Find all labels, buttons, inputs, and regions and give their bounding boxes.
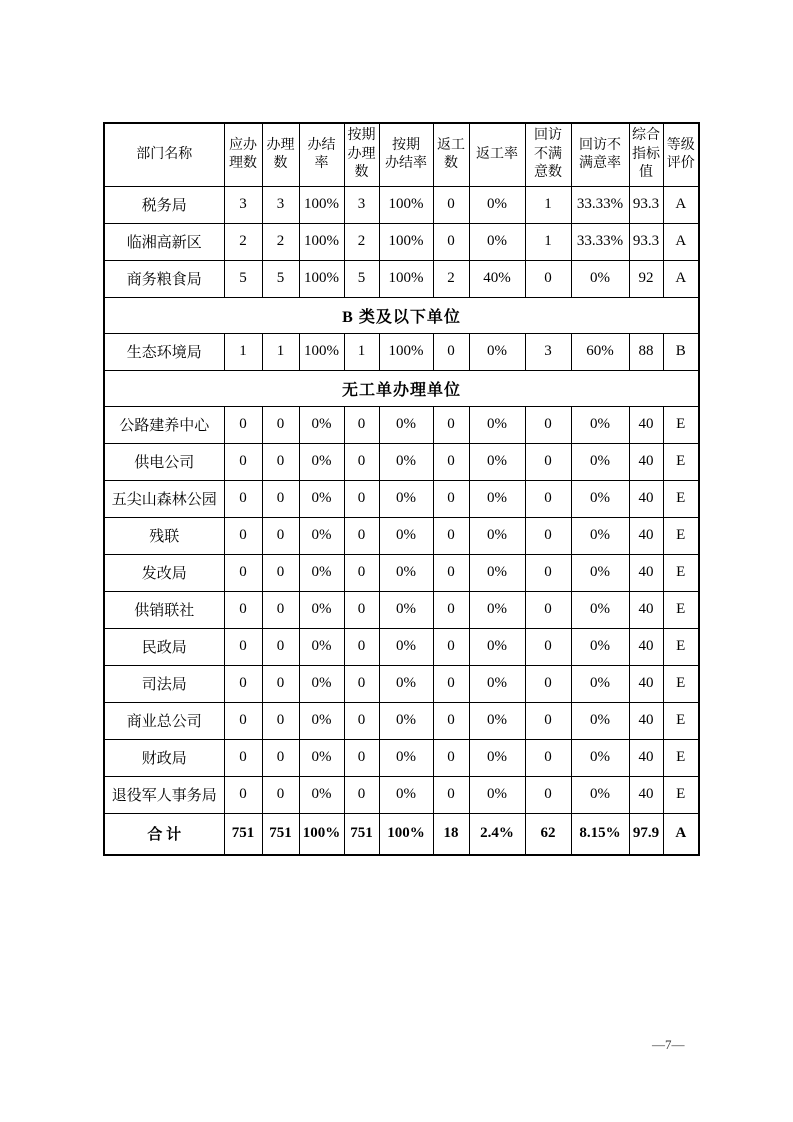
value-cell: E	[663, 628, 699, 665]
value-cell: A	[663, 260, 699, 297]
value-cell: 0%	[571, 406, 629, 443]
section-header: B 类及以下单位	[104, 297, 699, 333]
value-cell: 0	[344, 443, 379, 480]
value-cell: 0%	[571, 260, 629, 297]
value-cell: 1	[224, 333, 262, 370]
value-cell: 40	[629, 406, 663, 443]
value-cell: 0%	[469, 591, 525, 628]
value-cell: 0	[224, 665, 262, 702]
value-cell: 100%	[379, 813, 433, 855]
value-cell: 8.15%	[571, 813, 629, 855]
value-cell: 0%	[571, 591, 629, 628]
value-cell: 0	[433, 665, 469, 702]
value-cell: 100%	[379, 333, 433, 370]
table-row	[104, 554, 699, 591]
value-cell: 0	[224, 443, 262, 480]
section-row	[104, 297, 699, 333]
value-cell: 40	[629, 480, 663, 517]
value-cell: 0	[224, 739, 262, 776]
value-cell: 0%	[299, 517, 344, 554]
department-name-cell: 供电公司	[104, 443, 224, 480]
value-cell: 5	[344, 260, 379, 297]
column-header-10: 回访不 满意率	[571, 123, 629, 186]
value-cell: 100%	[299, 333, 344, 370]
value-cell: 100%	[299, 223, 344, 260]
value-cell: 0	[344, 702, 379, 739]
value-cell: 40	[629, 702, 663, 739]
table-row	[104, 223, 699, 260]
table-row	[104, 443, 699, 480]
value-cell: 0	[525, 480, 571, 517]
value-cell: 0%	[379, 480, 433, 517]
value-cell: 0	[433, 223, 469, 260]
table-row	[104, 628, 699, 665]
value-cell: 2	[433, 260, 469, 297]
value-cell: 40	[629, 776, 663, 813]
value-cell: 40	[629, 665, 663, 702]
page-number: —7—	[652, 1037, 685, 1052]
value-cell: 0%	[379, 443, 433, 480]
table-row	[104, 186, 699, 223]
table-row	[104, 739, 699, 776]
value-cell: 0%	[469, 186, 525, 223]
value-cell: 1	[262, 333, 299, 370]
value-cell: 0	[433, 480, 469, 517]
value-cell: 0	[433, 591, 469, 628]
value-cell: 100%	[379, 223, 433, 260]
value-cell: 3	[262, 186, 299, 223]
department-name-cell: 民政局	[104, 628, 224, 665]
value-cell: 0	[525, 702, 571, 739]
value-cell: 0%	[469, 554, 525, 591]
value-cell: 92	[629, 260, 663, 297]
value-cell: 0	[224, 591, 262, 628]
value-cell: 0	[262, 443, 299, 480]
value-cell: 0	[224, 554, 262, 591]
value-cell: 33.33%	[571, 223, 629, 260]
value-cell: 33.33%	[571, 186, 629, 223]
table-row	[104, 480, 699, 517]
value-cell: 0	[344, 554, 379, 591]
table-row	[104, 665, 699, 702]
column-header-3: 办理 数	[262, 123, 299, 186]
value-cell: 2	[344, 223, 379, 260]
value-cell: 0%	[379, 591, 433, 628]
value-cell: 0%	[299, 628, 344, 665]
value-cell: 0	[262, 480, 299, 517]
value-cell: 0	[525, 554, 571, 591]
department-name-cell: 商业总公司	[104, 702, 224, 739]
value-cell: 18	[433, 813, 469, 855]
column-header-12: 等级 评价	[663, 123, 699, 186]
value-cell: E	[663, 702, 699, 739]
department-name-cell: 供销联社	[104, 591, 224, 628]
total-row	[104, 813, 699, 855]
value-cell: 0%	[299, 702, 344, 739]
value-cell: 0%	[469, 776, 525, 813]
value-cell: 0	[344, 628, 379, 665]
value-cell: 0	[344, 406, 379, 443]
value-cell: 0	[344, 739, 379, 776]
value-cell: 93.3	[629, 223, 663, 260]
value-cell: 2	[262, 223, 299, 260]
value-cell: 0%	[379, 739, 433, 776]
table-row	[104, 517, 699, 554]
value-cell: 40	[629, 739, 663, 776]
value-cell: E	[663, 406, 699, 443]
value-cell: 0	[344, 480, 379, 517]
value-cell: E	[663, 739, 699, 776]
value-cell: 100%	[299, 186, 344, 223]
value-cell: 0	[224, 628, 262, 665]
value-cell: A	[663, 223, 699, 260]
value-cell: 0	[224, 702, 262, 739]
value-cell: 0%	[299, 406, 344, 443]
value-cell: 0	[433, 517, 469, 554]
column-header-7: 返工 数	[433, 123, 469, 186]
value-cell: 0	[344, 591, 379, 628]
value-cell: 0	[344, 665, 379, 702]
value-cell: 0%	[571, 480, 629, 517]
value-cell: 0	[525, 443, 571, 480]
performance-evaluation-table	[103, 122, 700, 856]
value-cell: 0	[525, 260, 571, 297]
table-row	[104, 776, 699, 813]
value-cell: 0%	[571, 702, 629, 739]
value-cell: A	[663, 186, 699, 223]
value-cell: 0	[525, 665, 571, 702]
value-cell: 0%	[571, 665, 629, 702]
value-cell: 0	[262, 591, 299, 628]
column-header-2: 应办 理数	[224, 123, 262, 186]
table-row	[104, 333, 699, 370]
value-cell: 0	[433, 406, 469, 443]
value-cell: 88	[629, 333, 663, 370]
value-cell: 1	[525, 186, 571, 223]
value-cell: 62	[525, 813, 571, 855]
department-name-cell: 残联	[104, 517, 224, 554]
value-cell: 0%	[299, 776, 344, 813]
department-name-cell: 五尖山森林公园	[104, 480, 224, 517]
value-cell: B	[663, 333, 699, 370]
value-cell: 0%	[469, 480, 525, 517]
value-cell: 5	[224, 260, 262, 297]
department-name-cell: 商务粮食局	[104, 260, 224, 297]
value-cell: 0%	[379, 702, 433, 739]
value-cell: 0	[262, 702, 299, 739]
value-cell: 0	[433, 333, 469, 370]
value-cell: 751	[262, 813, 299, 855]
value-cell: 0	[224, 406, 262, 443]
value-cell: 0	[525, 517, 571, 554]
value-cell: 0%	[469, 702, 525, 739]
value-cell: 0	[262, 406, 299, 443]
value-cell: 0%	[379, 554, 433, 591]
value-cell: 0	[224, 517, 262, 554]
value-cell: 2	[224, 223, 262, 260]
department-name-cell: 退役军人事务局	[104, 776, 224, 813]
value-cell: 0	[224, 480, 262, 517]
column-header-4: 办结 率	[299, 123, 344, 186]
value-cell: 40	[629, 554, 663, 591]
value-cell: E	[663, 554, 699, 591]
value-cell: 0%	[571, 554, 629, 591]
value-cell: 100%	[379, 260, 433, 297]
value-cell: 40	[629, 591, 663, 628]
value-cell: 0%	[469, 406, 525, 443]
value-cell: 0%	[299, 554, 344, 591]
value-cell: 97.9	[629, 813, 663, 855]
value-cell: 0	[433, 628, 469, 665]
value-cell: 2.4%	[469, 813, 525, 855]
section-row	[104, 370, 699, 406]
value-cell: 0%	[299, 443, 344, 480]
value-cell: 40	[629, 443, 663, 480]
value-cell: E	[663, 480, 699, 517]
value-cell: E	[663, 517, 699, 554]
value-cell: 0	[433, 776, 469, 813]
value-cell: 3	[525, 333, 571, 370]
value-cell: 40%	[469, 260, 525, 297]
section-header: 无工单办理单位	[104, 370, 699, 406]
value-cell: 0	[344, 776, 379, 813]
value-cell: 0	[525, 776, 571, 813]
column-header-11: 综合 指标 值	[629, 123, 663, 186]
department-name-cell: 临湘高新区	[104, 223, 224, 260]
department-name-cell: 税务局	[104, 186, 224, 223]
value-cell: 0%	[571, 517, 629, 554]
column-header-9: 回访 不满 意数	[525, 123, 571, 186]
column-header-5: 按期 办理 数	[344, 123, 379, 186]
department-name-cell: 财政局	[104, 739, 224, 776]
value-cell: 0%	[571, 776, 629, 813]
value-cell: 0	[433, 739, 469, 776]
value-cell: 0%	[469, 739, 525, 776]
value-cell: 0	[344, 517, 379, 554]
value-cell: 0	[525, 591, 571, 628]
value-cell: 0	[262, 628, 299, 665]
value-cell: 0	[525, 628, 571, 665]
value-cell: 60%	[571, 333, 629, 370]
value-cell: 93.3	[629, 186, 663, 223]
value-cell: 0%	[299, 665, 344, 702]
value-cell: 0%	[379, 776, 433, 813]
value-cell: 100%	[379, 186, 433, 223]
department-name-cell: 司法局	[104, 665, 224, 702]
value-cell: E	[663, 776, 699, 813]
value-cell: 0	[525, 739, 571, 776]
value-cell: 0%	[379, 628, 433, 665]
table-row	[104, 702, 699, 739]
value-cell: 0%	[469, 665, 525, 702]
value-cell: 0	[525, 406, 571, 443]
value-cell: 0	[433, 554, 469, 591]
table-header-row	[104, 123, 699, 186]
value-cell: 100%	[299, 260, 344, 297]
value-cell: E	[663, 591, 699, 628]
value-cell: E	[663, 665, 699, 702]
value-cell: 0	[262, 739, 299, 776]
value-cell: 0%	[571, 739, 629, 776]
value-cell: 0%	[571, 443, 629, 480]
value-cell: 751	[224, 813, 262, 855]
value-cell: 0	[262, 554, 299, 591]
table-row	[104, 406, 699, 443]
value-cell: 3	[344, 186, 379, 223]
value-cell: 751	[344, 813, 379, 855]
department-name-cell: 发改局	[104, 554, 224, 591]
value-cell: 0%	[379, 406, 433, 443]
value-cell: 0	[262, 776, 299, 813]
value-cell: 1	[344, 333, 379, 370]
column-header-8: 返工率	[469, 123, 525, 186]
table-row	[104, 260, 699, 297]
value-cell: 0	[433, 702, 469, 739]
value-cell: 0%	[299, 739, 344, 776]
value-cell: E	[663, 443, 699, 480]
value-cell: 0%	[469, 223, 525, 260]
table-row	[104, 591, 699, 628]
value-cell: 0%	[469, 443, 525, 480]
department-name-cell: 合 计	[104, 813, 224, 855]
value-cell: 0%	[379, 665, 433, 702]
column-header-1: 部门名称	[104, 123, 224, 186]
value-cell: 0	[262, 665, 299, 702]
value-cell: 0%	[469, 333, 525, 370]
value-cell: 100%	[299, 813, 344, 855]
value-cell: 1	[525, 223, 571, 260]
value-cell: 0%	[379, 517, 433, 554]
value-cell: 40	[629, 628, 663, 665]
value-cell: 0%	[469, 517, 525, 554]
value-cell: 0	[224, 776, 262, 813]
column-header-6: 按期 办结率	[379, 123, 433, 186]
value-cell: A	[663, 813, 699, 855]
department-name-cell: 公路建养中心	[104, 406, 224, 443]
value-cell: 0	[262, 517, 299, 554]
value-cell: 0%	[299, 480, 344, 517]
value-cell: 0	[433, 443, 469, 480]
value-cell: 0	[433, 186, 469, 223]
value-cell: 0%	[469, 628, 525, 665]
value-cell: 5	[262, 260, 299, 297]
value-cell: 0%	[571, 628, 629, 665]
value-cell: 40	[629, 517, 663, 554]
department-name-cell: 生态环境局	[104, 333, 224, 370]
value-cell: 0%	[299, 591, 344, 628]
value-cell: 3	[224, 186, 262, 223]
